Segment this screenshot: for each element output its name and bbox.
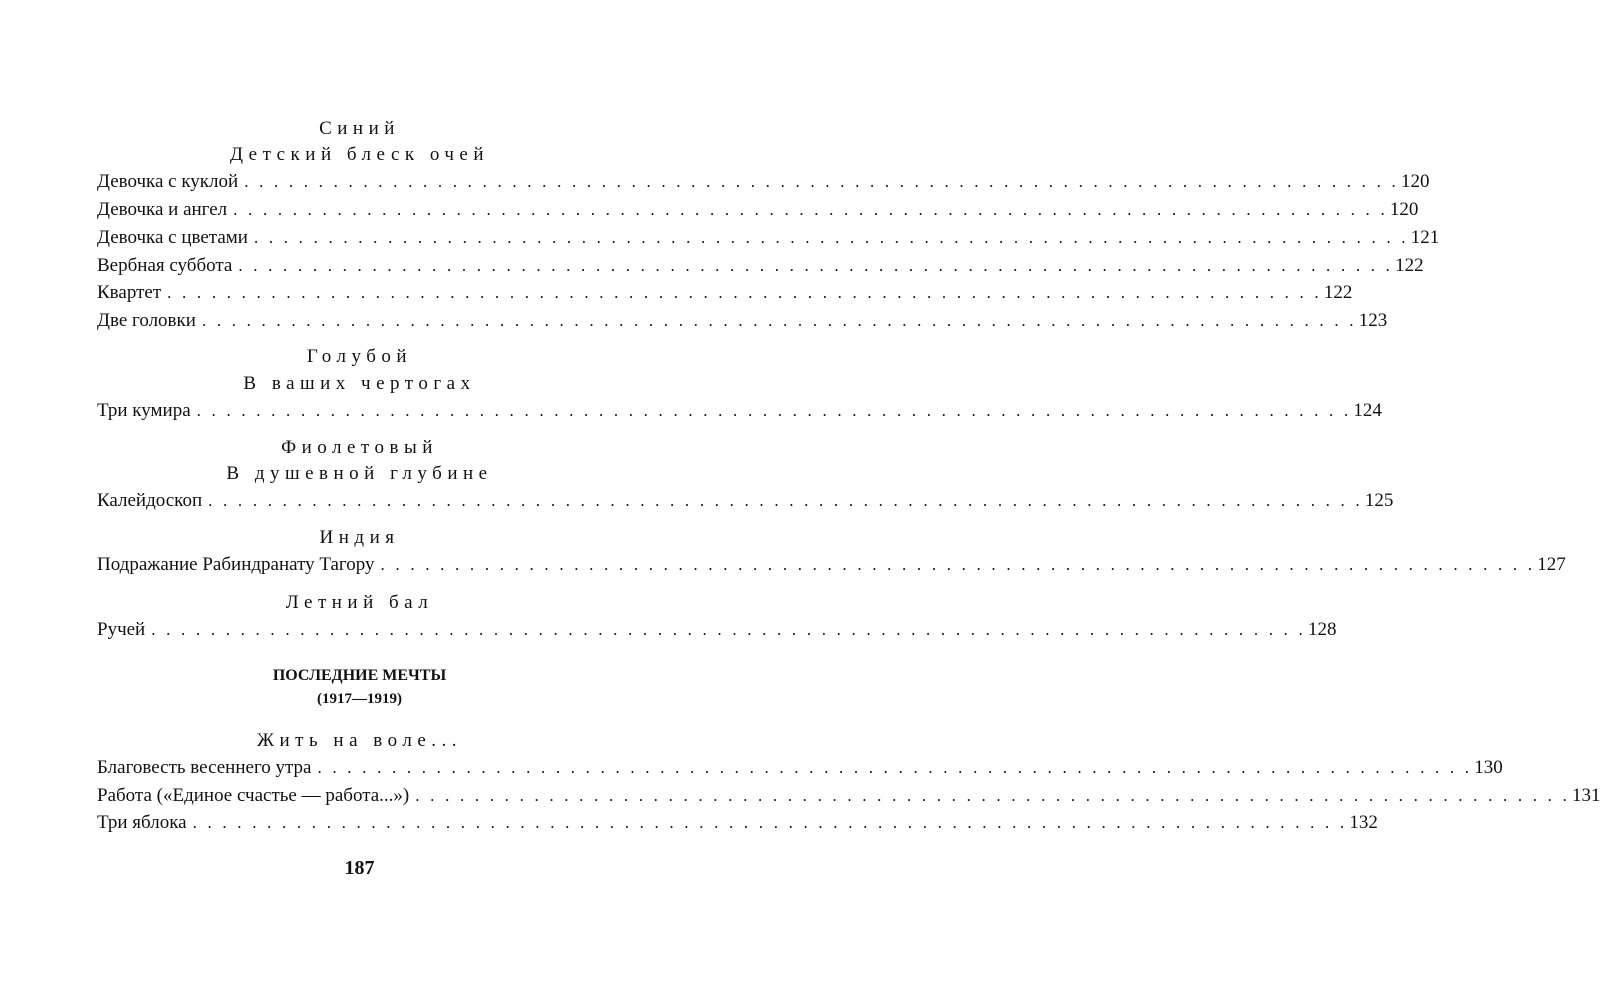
dot-leader: . . . . . . . . . . . . . . . . . . . . . . . . . . . . . . . . . . . . . . . . . . . . . . . . . . . . . . . . . . . . . . . . . . . . . . . . . . . . . . [192,813,1348,832]
toc-entry-page: 121 [1410,227,1440,248]
toc-entry[interactable] [97,811,1378,835]
section-title: Голубой [306,346,413,367]
section-subtitle: В ваших чертогах [243,373,476,394]
toc-entry-title: Девочка с куклой [97,171,239,192]
toc-entry-title: Калейдоскоп [97,490,203,511]
toc-entry-page: 120 [1400,171,1430,192]
toc-entry-title: Три кумира [97,400,191,421]
dot-leader: . . . . . . . . . . . . . . . . . . . . . . . . . . . . . . . . . . . . . . . . . . . . . . . . . . . . . . . . . . . . . . . . . . . . . . . . . . . . . . [317,758,1473,777]
dot-leader: . . . . . . . . . . . . . . . . . . . . . . . . . . . . . . . . . . . . . . . . . . . . . . . . . . . . . . . . . . . . . . . . . . . . . . . . . . . . . . [415,786,1571,805]
page-number: 187 [344,857,375,879]
toc-entry-page: 131 [1572,785,1601,806]
part-title: ПОСЛЕДНИЕ МЕЧТЫ [272,667,447,684]
toc-entry-page: 130 [1474,757,1503,778]
toc-entry-title: Вербная суббота [97,255,233,276]
dot-leader: . . . . . . . . . . . . . . . . . . . . . . . . . . . . . . . . . . . . . . . . . . . . . . . . . . . . . . . . . . . . . . . . . . . . . . . . . . . . . . [201,311,1357,330]
dot-leader: . . . . . . . . . . . . . . . . . . . . . . . . . . . . . . . . . . . . . . . . . . . . . . . . . . . . . . . . . . . . . . . . . . . . . . . . . . . . . . [196,401,1352,420]
section-subtitle: Детский блеск очей [229,144,490,165]
toc-entry[interactable] [97,281,1353,305]
dot-leader: . . . . . . . . . . . . . . . . . . . . . . . . . . . . . . . . . . . . . . . . . . . . . . . . . . . . . . . . . . . . . . . . . . . . . . . . . . . . . . [151,620,1306,639]
dot-leader: . . . . . . . . . . . . . . . . . . . . . . . . . . . . . . . . . . . . . . . . . . . . . . . . . . . . . . . . . . . . . . . . . . . . . . . . . . . . . . [244,172,1399,191]
toc-entry[interactable] [97,553,1566,577]
toc-entry[interactable] [97,309,1388,333]
toc-entry-title: Подражание Рабиндранату Тагору [97,554,375,575]
dot-leader: . . . . . . . . . . . . . . . . . . . . . . . . . . . . . . . . . . . . . . . . . . . . . . . . . . . . . . . . . . . . . . . . . . . . . . . . . . . . . . [380,555,1536,574]
toc-entry-page: 127 [1537,554,1566,575]
section-subtitle: В душевной глубине [226,463,493,484]
part-years: (1917—1919) [317,691,402,707]
dot-leader: . . . . . . . . . . . . . . . . . . . . . . . . . . . . . . . . . . . . . . . . . . . . . . . . . . . . . . . . . . . . . . . . . . . . . . . . . . . . . . [238,256,1394,275]
toc-entry-page: 132 [1349,812,1378,833]
dot-leader: . . . . . . . . . . . . . . . . . . . . . . . . . . . . . . . . . . . . . . . . . . . . . . . . . . . . . . . . . . . . . . . . . . . . . . . . . . . . . . [208,491,1363,510]
section-title: Фиолетовый [281,437,438,458]
toc-entry[interactable] [97,756,1503,780]
toc-entry[interactable] [97,226,1440,250]
toc-entry-page: 122 [1395,255,1424,276]
dot-leader: . . . . . . . . . . . . . . . . . . . . . . . . . . . . . . . . . . . . . . . . . . . . . . . . . . . . . . . . . . . . . . . . . . . . . . . . . . . . . . [167,283,1322,302]
toc-entry-page: 123 [1358,310,1388,331]
section-title: Синий [319,118,400,139]
toc-entry-page: 125 [1364,490,1394,511]
toc-entry-page: 120 [1389,199,1419,220]
toc-entry-title: Девочка и ангел [97,199,228,220]
toc-entry[interactable] [97,784,1601,808]
dot-leader: . . . . . . . . . . . . . . . . . . . . . . . . . . . . . . . . . . . . . . . . . . . . . . . . . . . . . . . . . . . . . . . . . . . . . . . . . . . . . . [233,200,1388,219]
toc-entry-title: Ручей [97,619,146,640]
section-title: Индия [319,527,400,548]
toc-entry-page: 122 [1323,282,1353,303]
dot-leader: . . . . . . . . . . . . . . . . . . . . . . . . . . . . . . . . . . . . . . . . . . . . . . . . . . . . . . . . . . . . . . . . . . . . . . . . . . . . . . [253,228,1409,247]
section-title: Жить на воле... [256,730,463,751]
toc-entry-title: Три яблока [97,812,187,833]
toc-entry[interactable] [97,254,1424,278]
toc-entry-title: Благовесть весеннего утра [97,757,312,778]
toc-entry-page: 128 [1307,619,1337,640]
toc-entry[interactable] [97,399,1382,423]
toc-entry[interactable] [97,618,1337,642]
toc-entry-title: Девочка с цветами [97,227,248,248]
toc-entry[interactable] [97,198,1419,222]
toc-entry[interactable] [97,489,1394,513]
toc-entry-page: 124 [1353,400,1382,421]
toc-entry[interactable] [97,170,1430,194]
toc-entry-title: Квартет [97,282,162,303]
section-title: Летний бал [285,592,434,613]
toc-entry-title: Две головки [97,310,196,331]
toc-entry-title: Работа («Единое счастье — работа...») [97,785,410,806]
